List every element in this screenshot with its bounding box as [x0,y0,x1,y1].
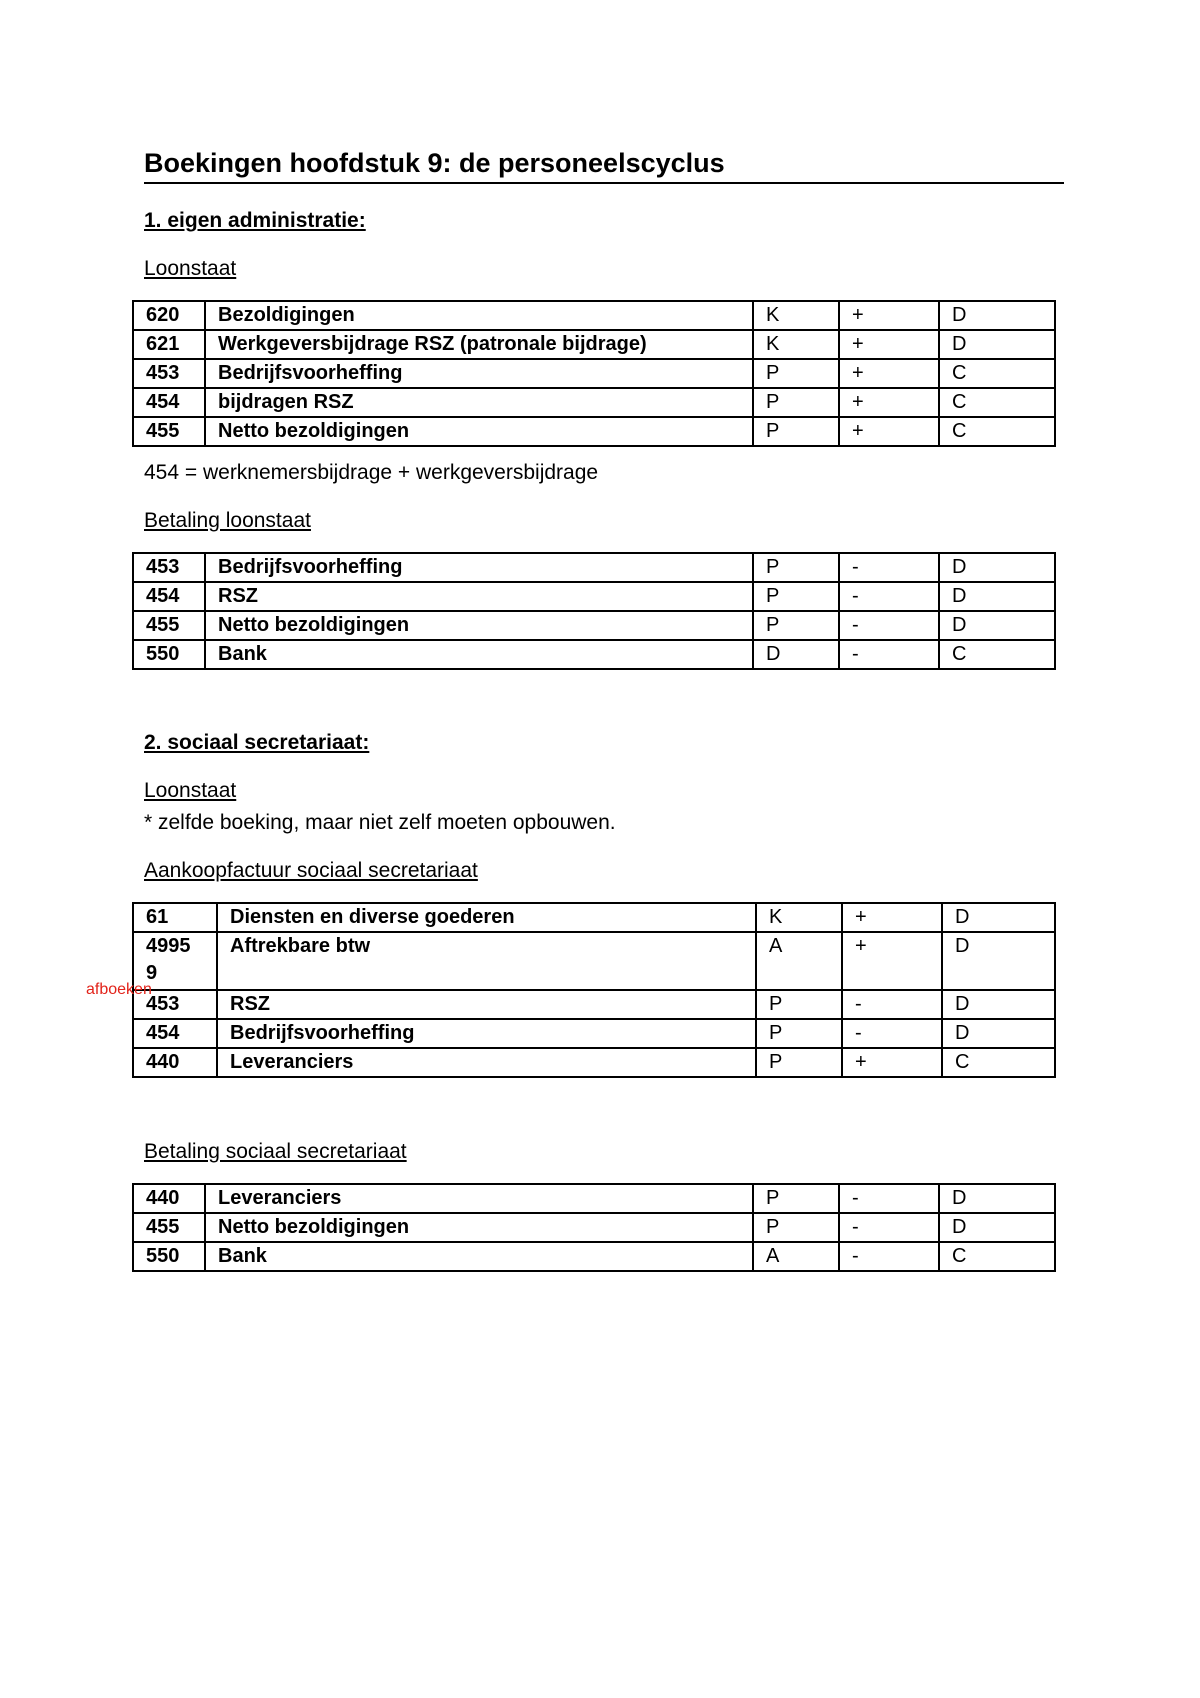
cell-code: 454 [133,582,205,611]
cell-account: Aftrekbare btw [217,932,756,990]
table-row [133,611,1055,640]
cell-side: D [942,990,1055,1019]
table-row [133,388,1055,417]
cell-account: Leveranciers [205,1184,753,1213]
cell-sign: + [839,330,939,359]
cell-account: Bank [205,1242,753,1271]
cell-sign: - [839,1184,939,1213]
cell-side: C [939,640,1055,669]
cell-type: A [753,1242,839,1271]
cell-account: RSZ [217,990,756,1019]
cell-account: bijdragen RSZ [205,388,753,417]
cell-code: 440 [133,1048,217,1077]
table-row [133,1184,1055,1213]
cell-account: Bezoldigingen [205,301,753,330]
cell-sign: - [842,1019,942,1048]
cell-sign: + [839,359,939,388]
table-row [133,417,1055,446]
cell-code: 454 [133,1019,217,1048]
cell-type: P [753,417,839,446]
cell-type: K [753,301,839,330]
cell-side: C [939,359,1055,388]
cell-sign: - [839,1242,939,1271]
aankoopfactuur-label: Aankoopfactuur sociaal secretariaat [144,859,478,882]
table-row [133,640,1055,669]
cell-account: Netto bezoldigingen [205,417,753,446]
cell-side: D [939,1213,1055,1242]
cell-type: P [753,388,839,417]
cell-side: D [942,1019,1055,1048]
table-row [133,330,1055,359]
cell-sign: - [839,640,939,669]
betaling-sociaal-table [132,1183,1056,1272]
cell-type: P [756,1019,842,1048]
betaling-loonstaat-label: Betaling loonstaat [144,509,311,532]
cell-type: P [753,1213,839,1242]
table-row [133,903,1055,932]
cell-side: D [942,932,1055,990]
page-title: Boekingen hoofdstuk 9: de personeelscyclus [144,146,1064,184]
cell-sign: + [842,903,942,932]
cell-code: 455 [133,417,205,446]
cell-side: D [939,611,1055,640]
cell-type: P [753,1184,839,1213]
betaling-loonstaat-table [132,552,1056,670]
cell-account: Bedrijfsvoorheffing [205,553,753,582]
cell-type: P [753,359,839,388]
cell-side: C [942,1048,1055,1077]
cell-type: P [753,553,839,582]
cell-sign: - [839,553,939,582]
cell-type: A [756,932,842,990]
cell-code: 454 [133,388,205,417]
table-row [133,1019,1055,1048]
cell-code: 453 [133,359,205,388]
cell-type: P [753,611,839,640]
cell-type: P [756,990,842,1019]
cell-sign: - [839,611,939,640]
cell-side: C [939,1242,1055,1271]
cell-type: D [753,640,839,669]
cell-type: K [756,903,842,932]
cell-side: D [939,553,1055,582]
loonstaat-table [132,300,1056,447]
cell-sign: + [839,417,939,446]
loonstaat-label: Loonstaat [144,257,237,280]
cell-type: P [756,1048,842,1077]
cell-side: D [939,330,1055,359]
cell-account: Leveranciers [217,1048,756,1077]
sociaal-loonstaat-label: Loonstaat [144,779,237,802]
betaling-sociaal-label: Betaling sociaal secretariaat [144,1140,407,1163]
cell-code: 4995 9 [133,932,217,990]
cell-code: 455 [133,1213,205,1242]
cell-sign: - [839,582,939,611]
cell-code: 550 [133,1242,205,1271]
cell-side: D [939,582,1055,611]
cell-side: D [939,1184,1055,1213]
cell-code: 621 [133,330,205,359]
cell-code: 550 [133,640,205,669]
table-row [133,1242,1055,1271]
cell-sign: + [842,1048,942,1077]
cell-code: 453 [133,990,217,1019]
cell-sign: - [839,1213,939,1242]
cell-type: K [753,330,839,359]
cell-account: Diensten en diverse goederen [217,903,756,932]
table-row [133,359,1055,388]
cell-account: Netto bezoldigingen [205,1213,753,1242]
cell-account: Netto bezoldigingen [205,611,753,640]
cell-code: 620 [133,301,205,330]
loonstaat-note: 454 = werknemersbijdrage + werkgeversbijdrage [144,461,599,484]
cell-code: 455 [133,611,205,640]
cell-sign: + [842,932,942,990]
cell-account: Bedrijfsvoorheffing [205,359,753,388]
cell-code: 440 [133,1184,205,1213]
cell-side: D [939,301,1055,330]
cell-side: D [942,903,1055,932]
cell-type: P [753,582,839,611]
cell-account: Bedrijfsvoorheffing [217,1019,756,1048]
table-row [133,932,1055,990]
table-row [133,1213,1055,1242]
cell-sign: - [842,990,942,1019]
sociaal-loonstaat-note: * zelfde boeking, maar niet zelf moeten opbouwen. [144,811,616,834]
cell-code: 453 [133,553,205,582]
cell-account: Bank [205,640,753,669]
cell-side: C [939,417,1055,446]
margin-note-afboeken: afboeken [86,981,152,998]
section-1-heading: 1. eigen administratie: [144,209,366,232]
cell-code: 61 [133,903,217,932]
table-row [133,990,1055,1019]
section-2-heading: 2. sociaal secretariaat: [144,731,370,754]
aankoopfactuur-table [132,902,1056,1078]
table-row [133,553,1055,582]
cell-account: RSZ [205,582,753,611]
cell-side: C [939,388,1055,417]
cell-account: Werkgeversbijdrage RSZ (patronale bijdrage) [205,330,753,359]
table-row [133,582,1055,611]
table-row [133,1048,1055,1077]
table-row [133,301,1055,330]
cell-sign: + [839,388,939,417]
cell-sign: + [839,301,939,330]
